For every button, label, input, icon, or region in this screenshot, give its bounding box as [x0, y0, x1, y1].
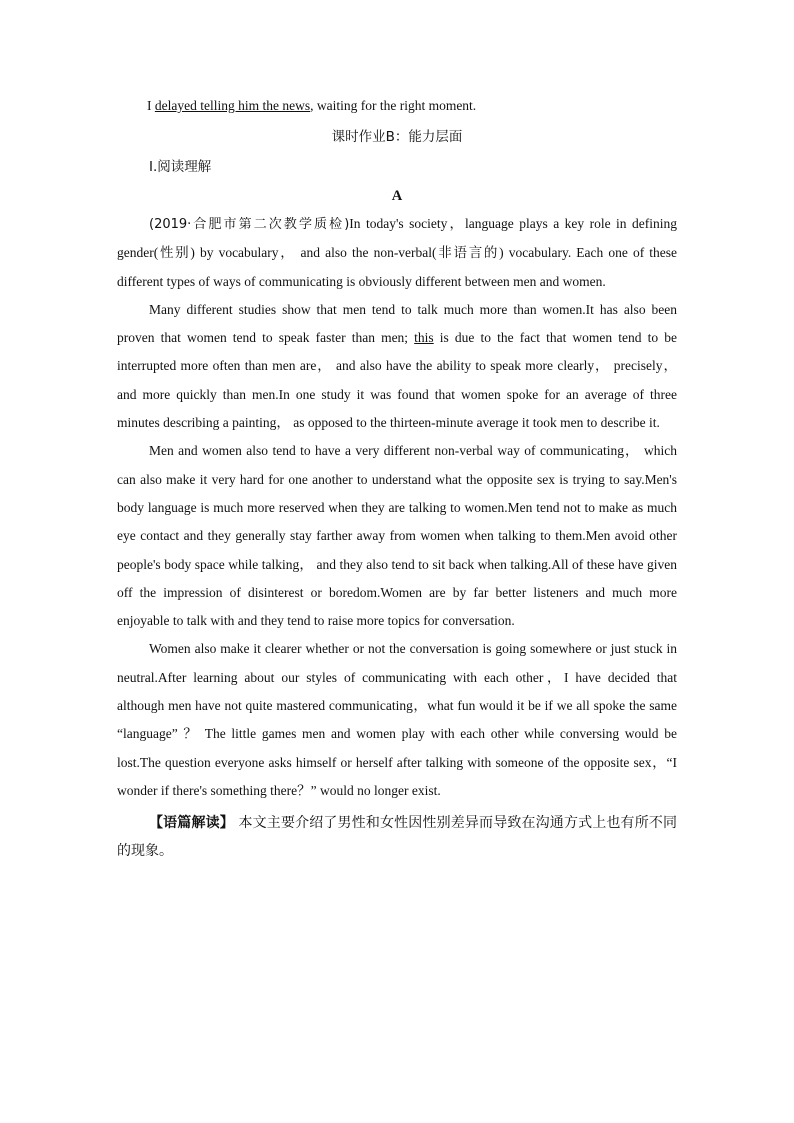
example-sentence-prefix: I — [147, 98, 155, 113]
example-sentence-suffix: , waiting for the right moment. — [310, 98, 477, 113]
passage-paragraph-1 — [117, 210, 677, 296]
example-sentence — [117, 92, 677, 120]
summary-text: 本文主要介绍了男性和女性因性别差异而导致在沟通方式上也有所不同的现象。 — [117, 815, 678, 860]
passage-p1-chinese-gloss-2: 非语言的 — [436, 245, 500, 262]
page-content — [117, 92, 677, 865]
passage-p1-part-c: ) vocabulary. Each one of these different types of ways of communicating is obviously different between men and women. — [117, 245, 678, 289]
passage-paragraph-3: Men and women also tend to have a very different non-verbal way of communicating， which can also make it very hard for one another to understand what the opposite sex is trying to say.Men's body language is much more reserved when they are talking to women.Men tend not to make as much eye contact and they generally stay farther away from women when talking to them.Men avoid other people's body space while talking， and they also tend to sit back when talking.All of these have given off the impression of disinterest or boredom.Women are by far better listeners and much more enjoyable to talk with and they tend to raise more topics for conversation. — [117, 443, 677, 629]
passage-p1-chinese-gloss-1: 性别 — [158, 245, 191, 262]
passage-source: (2019·合肥市第二次教学质检) — [149, 217, 350, 232]
passage-p1-part-a: In today's society，language plays a key role in defining gender( — [117, 216, 677, 261]
summary-tag: 【语篇解读】 — [149, 815, 234, 832]
passage-p2-part-b: is due to the fact that women tend to be interrupted more often than men are， and also have the ability to speak more clearly， precisely， and more quickly than men.In one study it was found that women spoke for an average of three minutes describing a painting， as opposed to the thirteen-minute average it took men to describe it. — [117, 330, 677, 431]
passage-summary — [117, 809, 677, 865]
example-sentence-underlined: delayed telling him the news — [154, 98, 311, 113]
passage-paragraph-4: Women also make it clearer whether or not the conversation is going somewhere or just stuck in neutral.After learning about our styles of communicating with each other，I have decided that although men have not quite mastered communicating，what fun would it be if we all spoke the same “language” ？ The little games men and women play with each other while conversing would be lost.The question everyone asks himself or herself after talking with someone of the opposite sex，“I wonder if there's something there？” would no longer exist. — [117, 641, 677, 798]
passage-p1-part-b: ) by vocabulary， and also the non-verbal( — [190, 245, 437, 261]
passage — [117, 210, 677, 805]
homework-title: 课时作业B：能力层面 — [331, 129, 463, 145]
passage-paragraph-2 — [117, 296, 677, 437]
passage-p2-part-a: Many different studies show that men tend to talk much more than women.It has also been proven that women tend to speak faster than men; — [117, 301, 677, 346]
passage-p2-underlined-this: this — [414, 330, 434, 346]
section-heading: Ⅰ.阅读理解 — [149, 159, 212, 175]
passage-label: A — [391, 188, 403, 204]
